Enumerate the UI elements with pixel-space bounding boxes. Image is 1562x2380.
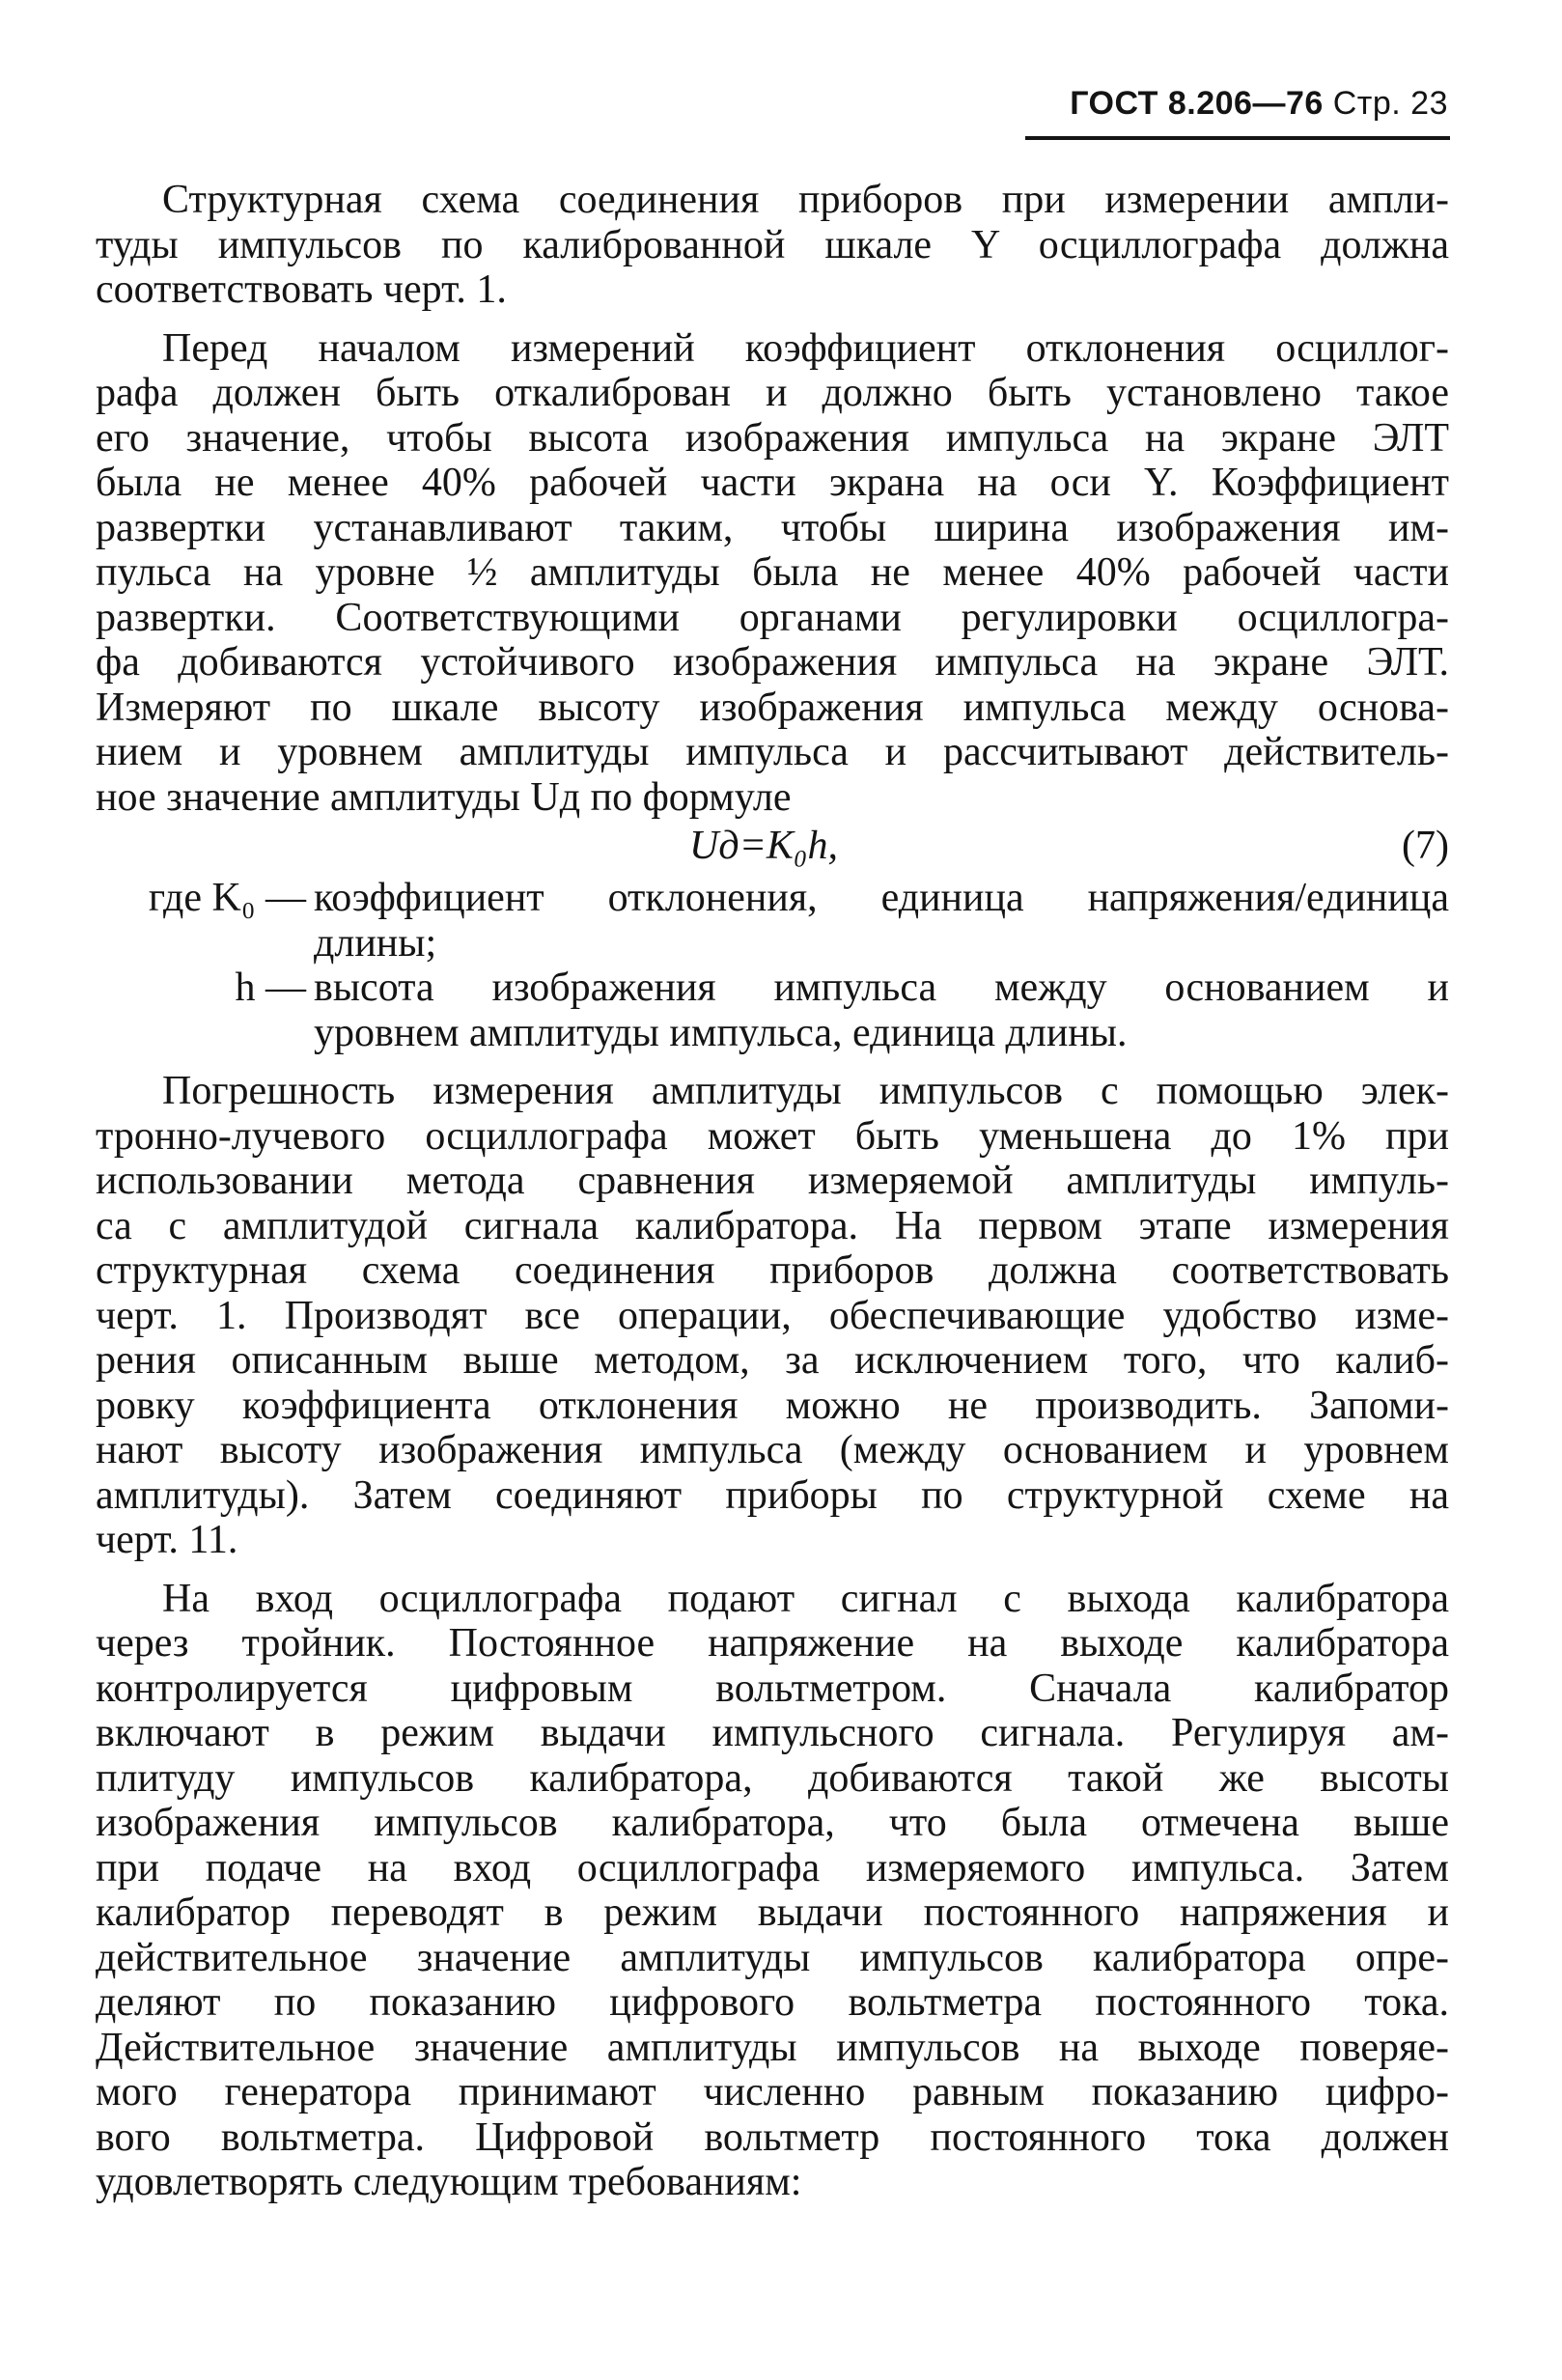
text-line: ное значение амплитуды Uд по формуле <box>96 774 792 820</box>
text-line: действительное значение амплитуды импульсов калибратора опре- <box>96 1935 1449 1980</box>
text-line: удовлетворять следующим требованиям: <box>96 2160 802 2204</box>
text-line: структурная схема соединения приборов должна соответствовать <box>96 1248 1449 1293</box>
document-body <box>96 178 1449 2205</box>
paragraph-1 <box>96 178 1449 313</box>
text-line: Перед началом измерений коэффициент отклонения осциллог- <box>162 325 1449 371</box>
text-line: при подаче на вход осциллографа измеряемого импульса. Затем <box>96 1845 1449 1890</box>
text-line: черт. 11. <box>96 1518 238 1562</box>
text-line: Погрешность измерения амплитуды импульсов с помощью элек- <box>162 1069 1449 1113</box>
text-line: Измеряют по шкале высоту изображения импульса между основа- <box>96 685 1449 730</box>
definition-term: где K₀ — <box>148 876 306 920</box>
text-line: включают в режим выдачи импульсного сигнала. Регулируя ам- <box>96 1711 1449 1755</box>
definition-term: h — <box>235 966 306 1010</box>
text-line: изображения импульсов калибратора, что была отмечена выше <box>96 1801 1449 1845</box>
text-line: была не менее 40% рабочей части экрана на оси Y. Коэффициент <box>96 461 1449 505</box>
text-line: са с амплитудой сигнала калибратора. На первом этапе измерения <box>96 1203 1449 1248</box>
text-line: ровку коэффициента отклонения можно не производить. Запоми- <box>96 1383 1449 1428</box>
text-line: плитуду импульсов калибратора, добиваются такой же высоты <box>96 1755 1449 1801</box>
text-line: пульса на уровне ½ амплитуды была не менее 40% рабочей части <box>96 550 1449 595</box>
text-line: развертки. Соответствующими органами регулировки осциллогра- <box>96 595 1449 640</box>
page-header <box>1070 85 1448 123</box>
text-line: На вход осциллографа подают сигнал с выхода калибратора <box>162 1576 1449 1621</box>
text-line: фа добиваются устойчивого изображения импульса на экране ЭЛТ. <box>96 640 1449 685</box>
definition-h <box>96 966 1449 1055</box>
text-line: тронно-лучевого осциллографа может быть уменьшена до 1% при <box>96 1113 1449 1159</box>
text-line: рафа должен быть откалиброван и должно быть установлено такое <box>96 371 1449 415</box>
text-line: черт. 1. Производят все операции, обеспечивающие удобство изме- <box>96 1293 1449 1338</box>
text-line: туды импульсов по калиброванной шкале Y осциллографа должна <box>96 222 1449 267</box>
text-line: амплитуды). Затем соединяют приборы по структурной схеме на <box>96 1472 1449 1518</box>
paragraph-4 <box>96 1577 1449 2205</box>
text-line: через тройник. Постоянное напряжение на выходе калибратора <box>96 1621 1449 1666</box>
text-line: нием и уровнем амплитуды импульса и рассчитывают действитель- <box>96 730 1449 774</box>
text-line: использовании метода сравнения измеряемой амплитуды импуль- <box>96 1159 1449 1203</box>
standard-number: ГОСТ 8.206—76 <box>1070 85 1324 122</box>
text-line: контролируется цифровым вольтметром. Сначала калибратор <box>96 1666 1449 1711</box>
text-line: деляют по показанию цифрового вольтметра постоянного тока. <box>96 1980 1449 2025</box>
definition-text: коэффициент отклонения, единица напряжения/единица длины; <box>314 876 1449 966</box>
text-line: развертки устанавливают таким, чтобы ширина изображения им- <box>96 505 1449 550</box>
page-number: Стр. 23 <box>1332 85 1448 122</box>
definition-k0 <box>96 876 1449 966</box>
formula: Uд=K₀h, <box>689 824 839 868</box>
text-line: нают высоту изображения импульса (между основанием и уровнем <box>96 1428 1449 1472</box>
text-line: его значение, чтобы высота изображения импульса на экране ЭЛТ <box>96 415 1449 461</box>
text-line: калибратор переводят в режим выдачи постоянного напряжения и <box>96 1890 1449 1935</box>
formula-row <box>96 820 1449 874</box>
formula-number: (7) <box>1402 824 1449 868</box>
paragraph-2 <box>96 326 1449 821</box>
text-line: вого вольтметра. Цифровой вольтметр постоянного тока должен <box>96 2114 1449 2160</box>
text-line: мого генератора принимают численно равным показанию цифро- <box>96 2070 1449 2114</box>
text-line: Действительное значение амплитуды импульсов на выходе поверяе- <box>96 2025 1449 2070</box>
text-line: рения описанным выше методом, за исключением того, что калиб- <box>96 1338 1449 1383</box>
header-rule <box>1025 136 1450 140</box>
paragraph-3 <box>96 1069 1449 1563</box>
text-line: Структурная схема соединения приборов при измерении ампли- <box>162 178 1449 222</box>
text-line: соответствовать черт. 1. <box>96 267 507 312</box>
definition-text: высота изображения импульса между основанием и уровнем амплитуды импульса, единица длины. <box>314 966 1449 1055</box>
